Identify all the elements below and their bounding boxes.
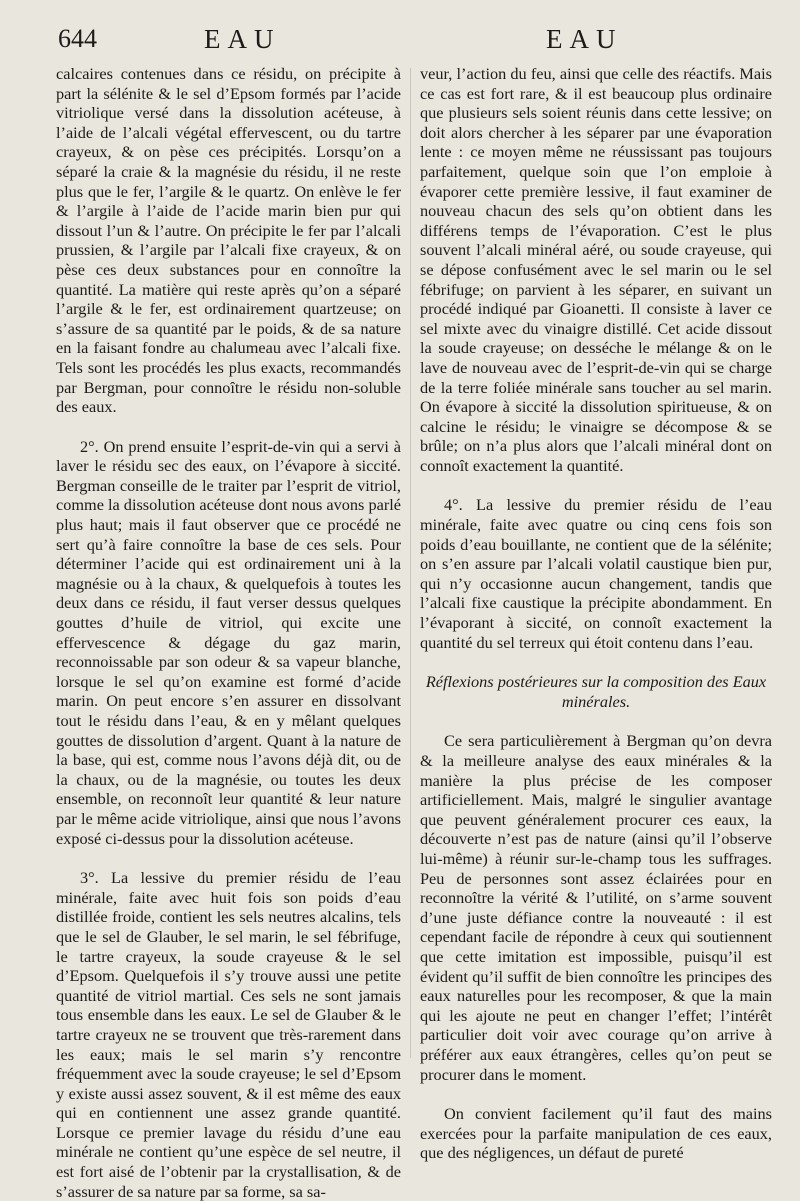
paragraph-continued: veur, l’action du feu, ainsi que celle des réactifs. Mais ce cas est fort rare, & il est beaucoup plus ordinaire que plusieurs sels soient réunis dans cette lessive; on doit alors chercher à les séparer par une évaporation lente : ce moyen même ne réussissant pas toujours parfaitement, quelque soin que l’on emploie à évaporer cette première lessive, il faut examiner de nouveau chacun des sels qu’on obtient dans les différens temps de l’évaporation. C’est le plus souvent l’alcali minéral aéré, ou soude crayeuse, qui se dépose confusément avec le sel marin ou le sel fébrifuge; on parvient à les séparer, en suivant un procédé indiqué par Gioanetti. Il consiste à laver ce sel mixte avec du vinaigre distillé. Cet acide dissout la soude crayeuse; on desséche le mélange & on le lave de nouveau avec de l’esprit-de-vin qui se charge de la terre foliée minérale sans toucher au sel marin. On évapore à siccité la dissolution spiritueuse, & on calcine le résidu; le vinaigre se décompose & se brûle; on n’a plus alors que l’alcali minéral dont on connoît exactement la quantité. (420, 64, 772, 475)
right-column (420, 64, 772, 1163)
left-column (56, 64, 401, 1201)
page-header (0, 22, 800, 58)
running-head-right: EAU (546, 24, 623, 54)
paragraph-continued: calcaires contenues dans ce résidu, on précipite à part la sélénite & le sel d’Epsom formés par l’acide vitriolique versé dans la dissolution acéteuse, à l’aide de l’alcali végétal effervescent, ou du tartre crayeux, & on pèse ces précipités. Lorsqu’on a séparé la craie & la magnésie du résidu, il ne reste plus que le fer, l’argile & le quartz. On enlève le fer & l’argile à l’aide de l’acide marin bien pur qui dissout l’un & l’autre. On précipite le fer par l’alcali prussien, & l’argile par l’alcali fixe crayeux, & on pèse ces deux substances pour en connoître la quantité. La matière qui reste après qu’on a séparé l’argile & le fer, est ordinairement quartzeuse; on s’assure de sa quantité par le poids, & de sa nature en la faisant fondre au chalumeau avec l’alcali fixe. Tels sont les procédés les plus exacts, recommandés par Bergman, pour connoître le résidu non-soluble des eaux. (56, 64, 401, 417)
paragraph-reflexions: Ce sera particulièrement à Bergman qu’on devra & la meilleure analyse des eaux minérales & la manière la plus précise de les composer artificiellement. Mais, malgré le singulier avantage que peuvent généralement procurer ces eaux, la découverte n’est pas de nature (ainsi qu’il l’observe lui-même) à réunir sur-le-champ tous les suffrages. Peu de personnes sont assez éclairées pour en reconnoître la vérité & l’utilité, on s’arme souvent d’une juste défiance contre la nouveauté : il est cependant facile de répondre à ceux qui soutiennent que cette imitation est impossible, puisqu’il est évident qu’il suffit de bien connoître les principes des eaux naturelles pour les recomposer, & que la main qui les ajoute ne peut en changer l’effet; l’intérêt particulier doit voir avec courage qu’on arrive à préférer aux eaux étrangères, celles qu’on peut se procurer dans le moment. (420, 731, 772, 1084)
paragraph-2: 2°. On prend ensuite l’esprit-de-vin qui a servi à laver le résidu sec des eaux, on l’évapore à siccité. Bergman conseille de le traiter par l’esprit de vitriol, comme la dissolution acéteuse dont nous avons parlé plus haut; mais il faut observer que ce procédé ne sert qu’à faire connoître la base de ces sels. Pour déterminer l’acide qui est ordinairement uni à la magnésie ou à la chaux, & quelquefois à toutes les deux dans ce résidu, il faut verser dessus quelques gouttes d’huile de vitriol, qui excite une effervescence & dégage du gaz marin, reconnoissable par son odeur & sa vapeur blanche, lorsque le sel qu’on examine est formé d’acide marin. On peut encore s’en assurer en dissolvant tout le résidu dans l’eau, & en y mêlant quelques gouttes de dissolution d’argent. Quant à la nature de la base, qui est, comme nous l’avons déjà dit, ou de la chaux, ou de la magnésie, ou toutes les deux ensemble, on reconnoît leur quantité & leur nature par le même acide vitriolique, ainsi que nous l’avons exposé ci-dessus pour la dissolution acéteuse. (56, 436, 401, 848)
running-head-left: EAU (204, 24, 281, 54)
paragraph-final: On convient facilement qu’il faut des mains exercées pour la parfaite manipulation de ces eaux, que des négligences, un défaut de pureté (420, 1104, 772, 1163)
column-divider (410, 68, 411, 1058)
page-number: 644 (58, 24, 97, 53)
paragraph-4: 4°. La lessive du premier résidu de l’eau minérale, faite avec quatre ou cinq cens fois son poids d’eau bouillante, ne contient que de la sélénite; on s’en assure par l’alcali volatil caustique bien pur, qui n’y occasionne aucun changement, tandis que l’alcali fixe caustique la précipite abondamment. En l’évaporant à siccité, on connoît exactement la quantité du sel terreux qui étoit contenu dans l’eau. (420, 495, 772, 652)
paragraph-3: 3°. La lessive du premier résidu de l’eau minérale, faite avec huit fois son poids d’eau distillée froide, contient les sels neutres alcalins, tels que le sel de Glauber, le sel marin, le sel fébrifuge, le tartre crayeux, la soude crayeuse & le sel d’Epsom. Quelquefois il s’y trouve aussi une petite quantité de vitriol martial. Ces sels ne sont jamais tous ensemble dans les eaux. Le sel de Glauber & le tartre crayeux ne se trouvent que très-rarement dans les eaux; mais le sel marin s’y rencontre fréquemment avec la soude crayeuse; le sel d’Epsom y existe aussi assez souvent, & il est même des eaux qui en contiennent une assez grande quantité. Lorsque ce premier lavage du résidu d’une eau minérale ne contient qu’une espèce de sel neutre, il est fort aisé de l’obtenir par la crystallisation, & de s’assurer de sa nature par sa forme, sa sa- (56, 868, 401, 1201)
section-heading: Réflexions postérieures sur la composition des Eaux minérales. (425, 672, 767, 711)
